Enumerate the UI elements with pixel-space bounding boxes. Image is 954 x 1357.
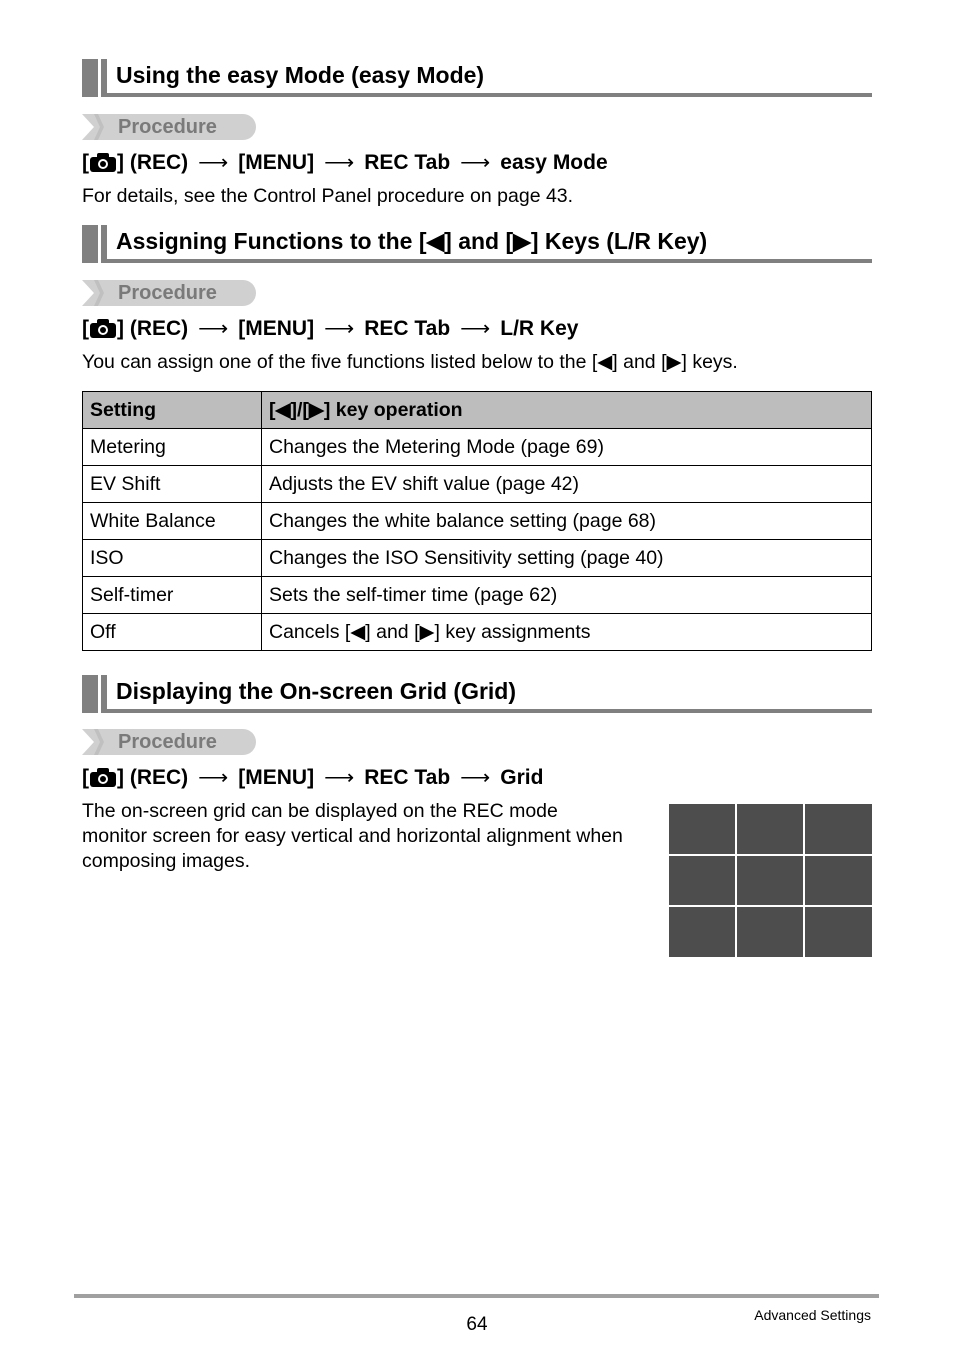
table-cell: Cancels [◀] and [▶] key assignments [262, 614, 872, 651]
table-cell: Adjusts the EV shift value (page 42) [262, 466, 872, 503]
table-cell: Metering [83, 429, 262, 466]
table-header-cell: Setting [83, 392, 262, 429]
page-number: 64 [466, 1314, 488, 1335]
procedure-tag [82, 280, 256, 306]
section-body: For details, see the Control Panel procedure on page 43. [82, 185, 574, 207]
procedure-label: Procedure [118, 731, 217, 753]
procedure-tag [82, 729, 256, 755]
heading-underline [101, 93, 872, 97]
table-row [83, 466, 872, 503]
table-cell: EV Shift [83, 466, 262, 503]
heading-bar [101, 59, 107, 97]
table-row [83, 614, 872, 651]
section-body: You can assign one of the five functions listed below to the [◀] and [▶] keys. [82, 351, 738, 373]
section-heading-grid [82, 675, 872, 713]
table-cell: Changes the ISO Sensitivity setting (page 40) [262, 540, 872, 577]
arrow-right-icon: ⟶ [324, 766, 355, 789]
arrow-right-icon: ⟶ [324, 151, 355, 174]
table-row [83, 503, 872, 540]
table-cell: Off [83, 614, 262, 651]
grid-line [735, 804, 737, 957]
procedure-label: Procedure [118, 282, 217, 304]
grid-line [669, 905, 872, 907]
arrow-right-icon: ⟶ [198, 766, 229, 789]
section-title: Assigning Functions to the [◀] and [▶] Keys (L/R Key) [116, 228, 708, 254]
table-header-cell: [◀]/[▶] key operation [262, 392, 872, 429]
footer-rule [74, 1294, 879, 1298]
arrow-right-icon: ⟶ [460, 317, 491, 340]
section-body: The on-screen grid can be displayed on the REC mode monitor screen for easy vertical and horizontal alignment when composing images. [82, 800, 623, 872]
grid-illustration [669, 804, 872, 957]
menu-path: [ ] (REC) ⟶ [MENU] ⟶ REC Tab ⟶ Grid [82, 765, 544, 789]
menu-path: [ ] (REC) ⟶ [MENU] ⟶ REC Tab ⟶ L/R Key [82, 316, 579, 340]
heading-underline [101, 259, 872, 263]
camera-icon [90, 319, 116, 338]
settings-table [82, 391, 872, 651]
table-row [83, 540, 872, 577]
table-row [83, 429, 872, 466]
arrow-right-icon: ⟶ [198, 317, 229, 340]
grid-line [669, 854, 872, 856]
heading-bar [82, 675, 98, 713]
heading-underline [101, 709, 872, 713]
heading-bar [101, 225, 107, 263]
arrow-right-icon: ⟶ [460, 151, 491, 174]
arrow-right-icon: ⟶ [198, 151, 229, 174]
table-cell: Changes the Metering Mode (page 69) [262, 429, 872, 466]
procedure-label: Procedure [118, 116, 217, 138]
arrow-right-icon: ⟶ [460, 766, 491, 789]
heading-bar [82, 225, 98, 263]
chapter-name: Advanced Settings [754, 1307, 871, 1323]
table-cell: White Balance [83, 503, 262, 540]
table-cell: Self-timer [83, 577, 262, 614]
table-row [83, 577, 872, 614]
heading-bar [82, 59, 98, 97]
section-title: Displaying the On-screen Grid (Grid) [116, 678, 517, 704]
camera-icon [90, 768, 116, 787]
section-heading-lr-key [82, 225, 872, 263]
heading-bar [101, 675, 107, 713]
table-cell: Sets the self-timer time (page 62) [262, 577, 872, 614]
camera-icon [90, 153, 116, 172]
menu-path: [ ] (REC) ⟶ [MENU] ⟶ REC Tab ⟶ easy Mode [82, 150, 608, 174]
arrow-right-icon: ⟶ [324, 317, 355, 340]
grid-line [803, 804, 805, 957]
table-cell: Changes the white balance setting (page 68) [262, 503, 872, 540]
table-header-row [83, 392, 872, 429]
table-cell: ISO [83, 540, 262, 577]
procedure-tag [82, 114, 256, 140]
section-title: Using the easy Mode (easy Mode) [116, 62, 485, 88]
section-heading-easy-mode [82, 59, 872, 97]
